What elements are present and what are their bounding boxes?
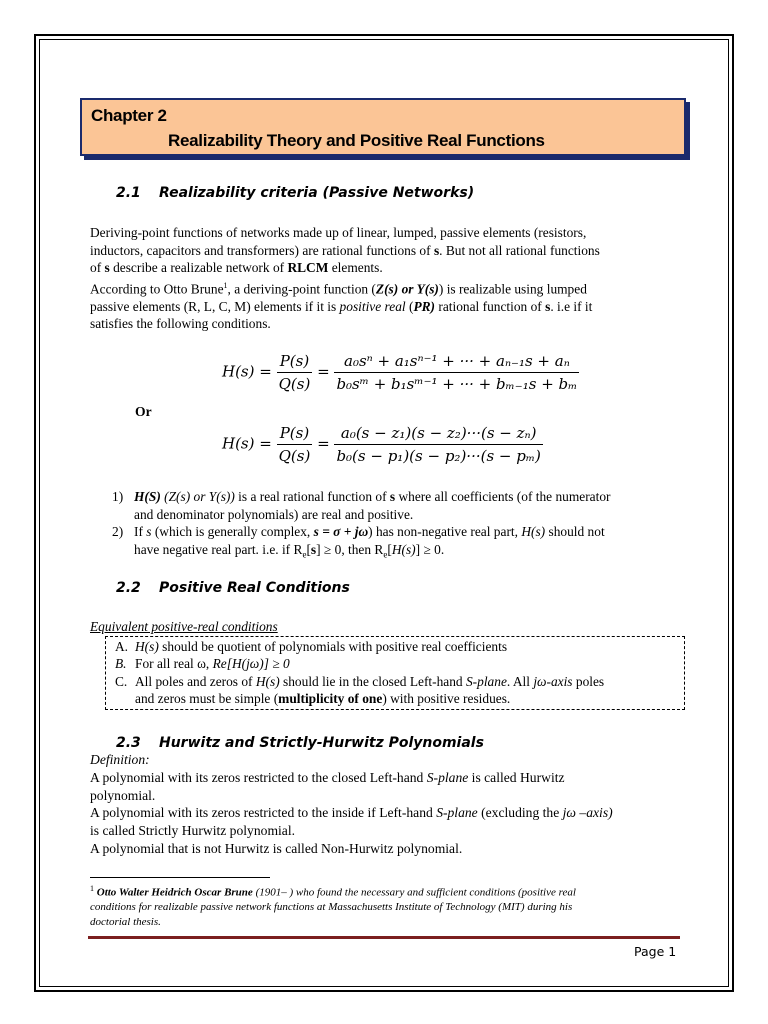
or-label: Or — [135, 404, 152, 419]
list-item: A. H(s) should be quotient of polynomials with positive real coefficients — [115, 639, 508, 654]
footer-rule — [88, 936, 680, 939]
section-number: 2.1 — [116, 185, 141, 201]
section-title: Hurwitz and Strictly-Hurwitz Polynomials — [159, 735, 484, 751]
list-item-continuation: and zeros must be simple (multiplicity of one) with positive residues. — [135, 691, 511, 706]
section-title: Positive Real Conditions — [159, 580, 350, 596]
text-line: satisfies the following conditions. — [90, 316, 271, 332]
definition-label: Definition: — [90, 752, 150, 767]
text-line: polynomial. — [90, 787, 156, 803]
equation-factored-form: H(s) = $\frac{P(s)}{Q(s)}$ = $\frac{\text{a₀(s − z₁)(s − z₂)···(s − zₙ)}}{\text{b₀(s − p₁)(s − p₂)···(s − pₘ)}}$ — [222, 424, 541, 465]
equation-polynomial-form: H(s) = $\frac{P(s)}{Q(s)}$ = $\frac{\text{a₀sⁿ + a₁sⁿ⁻¹ + ··· + aₙ₋₁s + aₙ}}{\text{b₀sᵐ + b₁sᵐ⁻¹ + ··· + bₘ₋₁s + bₘ}}$ — [222, 352, 578, 393]
chapter-label: Chapter 2 — [91, 106, 167, 125]
text-line: passive elements (R, L, C, M) elements if it is positive real (PR) rational function of s. i.e if it — [90, 298, 593, 314]
text-line: Deriving-point functions of networks made up of linear, lumped, passive elements (resistors, — [90, 225, 587, 240]
text-line: A polynomial with its zeros restricted to the inside if Left-hand S-plane (excluding the jω –axis) — [90, 805, 613, 821]
footnote-line: $^1$ Otto Walter Heidrich Oscar Brune (1901– ) who found the necessary and sufficient conditions (positive real — [90, 884, 576, 899]
conditions-list — [112, 488, 679, 564]
section-number: 2.3 — [116, 735, 141, 751]
chapter-title: Realizability Theory and Positive Real Functions — [168, 131, 545, 150]
section-number: 2.2 — [116, 580, 141, 596]
footnote-line: conditions for realizable passive network functions at Massachusetts Institute of Technology (MIT) during his — [90, 901, 573, 914]
footnote-line: doctorial thesis. — [90, 915, 161, 928]
list-item: C. All poles and zeros of H(s) should lie in the closed Left-hand S-plane. All jω-axis poles — [115, 674, 605, 689]
page-number: Page 1 — [634, 944, 677, 959]
chapter-heading-box — [80, 98, 686, 156]
text-line: of s describe a realizable network of RLCM elements. — [90, 260, 383, 276]
pr-conditions-box — [105, 636, 685, 710]
equivalent-conditions-title: Equivalent positive-real conditions — [90, 619, 278, 634]
list-item: 1) H(S) (Z(s) or Y(s)) is a real rational function of s where all coefficients (of the numerator and denominator polynomials) are real and positive. — [112, 489, 611, 522]
footnote — [90, 882, 680, 929]
text-line: A polynomial with its zeros restricted to the closed Left-hand S-plane is called Hurwitz — [90, 769, 565, 785]
footnote-separator — [90, 877, 270, 878]
list-item: 2) If s (which is generally complex, s = σ + jω) has non-negative real part, H(s) should not have negative real part. i.e. if $R_e[s] \ge 0$, then $R_e[H(s)] \ge 0$. — [112, 524, 605, 560]
paragraph-realizability — [90, 224, 679, 333]
list-item: B. For all real ω, Re[H(jω)] ≥ 0 — [115, 656, 290, 671]
section-heading-2-2 — [116, 580, 350, 596]
text-line: According to Otto Brune$^1$, a deriving-point function (Z(s) or Y(s)) is realizable using lumped — [90, 280, 587, 297]
definition-block — [90, 751, 680, 858]
text-line: is called Strictly Hurwitz polynomial. — [90, 823, 296, 839]
section-heading-2-3 — [116, 735, 484, 751]
text-line: A polynomial that is not Hurwitz is called Non-Hurwitz polynomial. — [90, 840, 463, 856]
text-line: inductors, capacitors and transformers) are rational functions of s. But not all rational functions — [90, 242, 600, 258]
section-title: Realizability criteria (Passive Networks) — [159, 185, 475, 201]
section-heading-2-1 — [116, 185, 474, 201]
